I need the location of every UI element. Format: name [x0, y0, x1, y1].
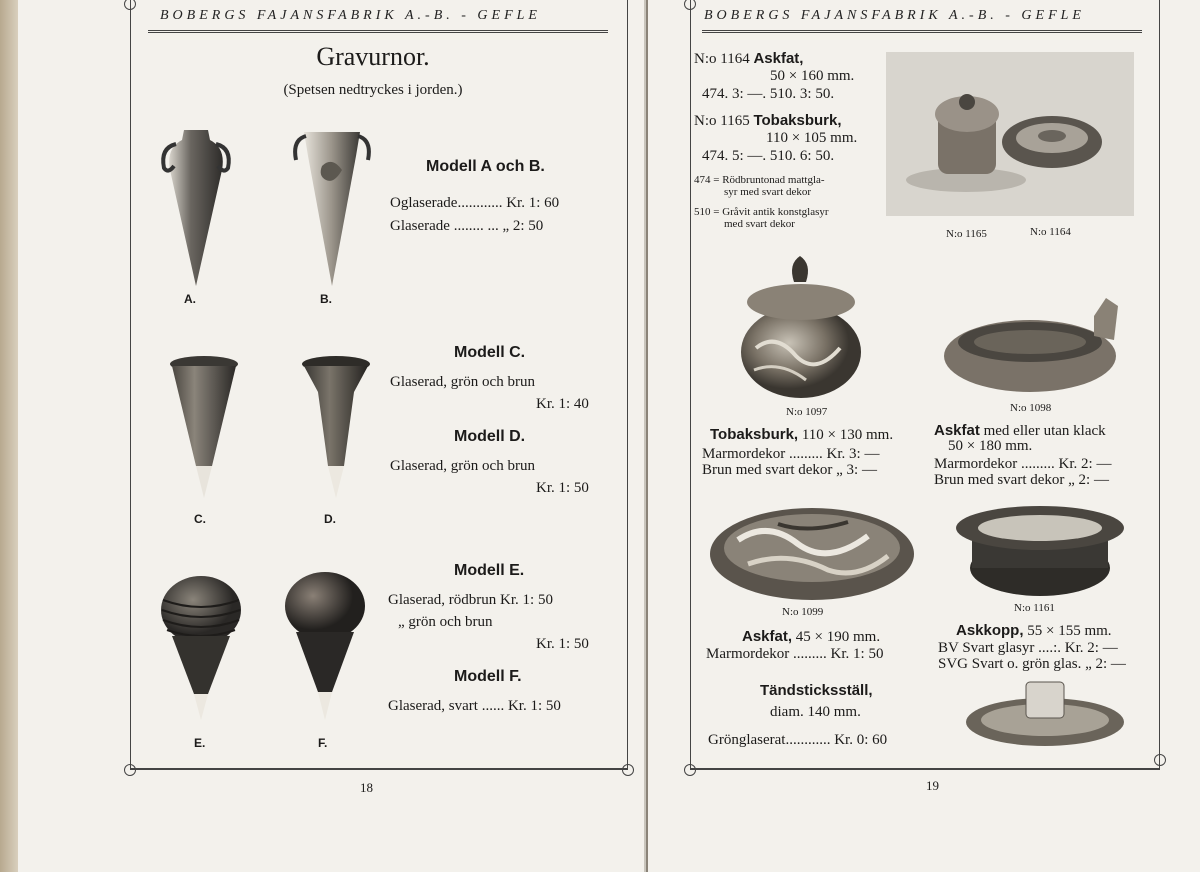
urn-a-image	[156, 126, 236, 291]
urn-d-image	[300, 354, 372, 504]
label-b: B.	[320, 292, 332, 306]
page-title: Gravurnor.	[316, 42, 430, 71]
model-e-line3: Kr. 1: 50	[536, 636, 589, 652]
model-c-line2: Kr. 1: 40	[536, 396, 589, 412]
label-e: E.	[194, 736, 206, 750]
model-d-heading: Modell D.	[454, 428, 526, 445]
legend-474-b: syr med svart dekor	[724, 186, 812, 198]
item-1098-price1: Marmordekor ......... Kr. 2: —	[934, 456, 1112, 472]
item-1164-size: 50 × 160 mm.	[770, 68, 855, 84]
matches-name: Tändsticksställ,	[760, 682, 873, 699]
item-1097-price2: Brun med svart dekor „ 3: —	[702, 462, 877, 478]
legend-510: 510 = Gråvit antik konstglasyr	[694, 206, 829, 218]
model-e-line2: „ grön och brun	[398, 614, 493, 630]
photo-1099	[708, 500, 916, 604]
item-1098-no: N:o 1098	[1010, 402, 1052, 414]
item-1161-name: Askkopp,	[956, 622, 1024, 639]
item-1165-size: 110 × 105 mm.	[766, 130, 858, 146]
model-f-heading: Modell F.	[454, 668, 522, 685]
item-1161-no: N:o 1161	[1014, 602, 1055, 614]
matches-size: diam. 140 mm.	[770, 704, 861, 720]
item-1097-title	[710, 426, 893, 444]
item-1165-title	[694, 112, 842, 130]
item-1099-no: N:o 1099	[782, 606, 824, 618]
item-1099-name: Askfat,	[742, 628, 793, 645]
photo-1161	[954, 500, 1126, 600]
item-1098-size: 50 × 180 mm.	[948, 438, 1033, 454]
legend-474: 474 = Rödbruntonad mattgla-	[694, 174, 825, 186]
left-page	[18, 0, 646, 872]
corner-ornament	[124, 764, 136, 776]
item-1098-rest: med eller utan klack	[983, 423, 1106, 439]
item-1097-no: N:o 1097	[786, 406, 828, 418]
label-a: A.	[184, 292, 196, 306]
photo-1097	[736, 252, 866, 402]
right-header: BOBERGS FAJANSFABRIK A.-B. - GEFLE	[704, 8, 1085, 23]
legend-510-b: med svart dekor	[724, 218, 795, 230]
photo-caption-1165: N:o 1165	[946, 228, 987, 240]
item-1099-title	[742, 628, 880, 646]
model-c-heading: Modell C.	[454, 344, 526, 361]
item-1161-price2: SVG Svart o. grön glas. „ 2: —	[938, 656, 1126, 672]
label-d: D.	[324, 512, 336, 526]
model-f-line1: Glaserad, svart ...... Kr. 1: 50	[388, 698, 561, 714]
model-d-line1: Glaserad, grön och brun	[390, 458, 535, 474]
label-c: C.	[194, 512, 206, 526]
page-subtitle: (Spetsen nedtryckes i jorden.)	[283, 82, 463, 98]
item-1099-size: 45 × 190 mm.	[795, 629, 881, 645]
item-1161-price1: BV Svart glasyr ....:. Kr. 2: —	[938, 640, 1118, 656]
item-1164-title	[694, 50, 803, 68]
left-header: BOBERGS FAJANSFABRIK A.-B. - GEFLE	[160, 8, 541, 23]
urn-b-image	[290, 126, 374, 291]
item-1164-price: 474. 3: —. 510. 3: 50.	[702, 86, 835, 102]
item-1161-title	[956, 622, 1112, 640]
model-ab-line1: Oglaserade............ Kr. 1: 60	[390, 195, 560, 211]
item-1165-price: 474. 5: —. 510. 6: 50.	[702, 148, 835, 164]
item-1099-price1: Marmordekor ......... Kr. 1: 50	[706, 646, 884, 662]
model-c-line1: Glaserad, grön och brun	[390, 374, 535, 390]
matches-title	[760, 682, 873, 700]
header-rule	[148, 30, 608, 33]
book-edge	[0, 0, 18, 872]
item-1097-size: 110 × 130 mm.	[801, 427, 894, 443]
model-e-heading: Modell E.	[454, 562, 525, 579]
matches-price: Grönglaserat............ Kr. 0: 60	[708, 732, 888, 748]
item-1164-no: N:o 1164	[694, 51, 750, 67]
corner-ornament	[1154, 754, 1166, 766]
item-1161-size: 55 × 155 mm.	[1027, 623, 1112, 639]
photo-1165-1164	[886, 52, 1134, 216]
model-d-line2: Kr. 1: 50	[536, 480, 589, 496]
item-1098-price2: Brun med svart dekor „ 2: —	[934, 472, 1109, 488]
item-1098-name: Askfat	[934, 422, 980, 439]
item-1164-name: Askfat,	[753, 50, 804, 67]
header-rule	[702, 30, 1142, 33]
right-page	[648, 0, 1200, 872]
photo-1098	[944, 296, 1124, 396]
model-ab-heading: Modell A och B.	[426, 158, 545, 175]
urn-e-image	[158, 574, 244, 724]
item-1165-no: N:o 1165	[694, 113, 750, 129]
item-1097-price1: Marmordekor ......... Kr. 3: —	[702, 446, 880, 462]
corner-ornament	[622, 764, 634, 776]
item-1165-name: Tobaksburk,	[753, 112, 842, 129]
page-number-right: 19	[926, 778, 939, 793]
corner-ornament	[684, 764, 696, 776]
item-1097-name: Tobaksburk,	[710, 426, 799, 443]
page-number-left: 18	[360, 780, 373, 795]
label-f: F.	[318, 736, 328, 750]
photo-match-holder	[964, 676, 1126, 748]
photo-caption-1164: N:o 1164	[1030, 226, 1071, 238]
urn-c-image	[168, 354, 240, 504]
model-e-line1: Glaserad, rödbrun Kr. 1: 50	[388, 592, 553, 608]
urn-f-image	[282, 570, 368, 725]
model-ab-line2: Glaserade ........ ... „ 2: 50	[390, 218, 544, 234]
